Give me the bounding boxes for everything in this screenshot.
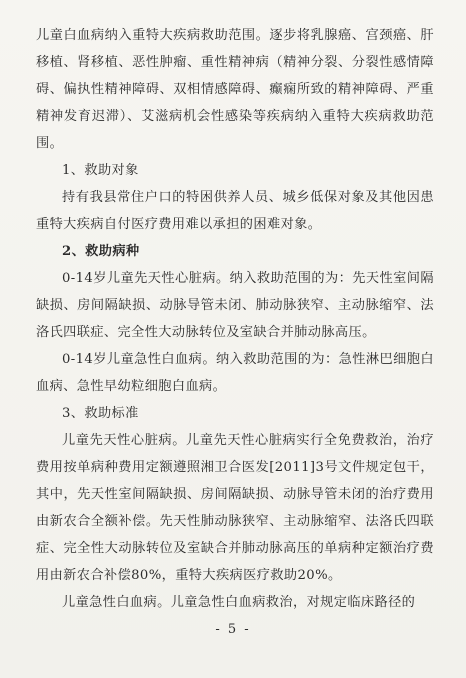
paragraph-heart-disease-standard: 儿童先天性心脏病。儿童先天性心脏病实行全免费救治，治疗费用按单病种费用定额遵照湘卫合医发[2011]3号文件规定包干，其中，先天性室间隔缺损、房间隔缺损、动脉导管未闭的治疗费用由新农合全额补偿。先天性肺动脉狭窄、主动脉缩窄、法洛氏四联症、完全性大动脉转位及室缺合并肺动脉高压的单病种定额治疗费用由新农合补偿80%，重特大疾病医疗救助20%。 bbox=[36, 433, 434, 583]
heading-target-group: 1、救助对象 bbox=[62, 163, 139, 178]
paragraph-target-group: 持有我县常住户口的特困供养人员、城乡低保对象及其他因患重特大疾病自付医疗费用难以承担的困难对象。 bbox=[36, 190, 434, 232]
paragraph-leukemia-standard: 儿童急性白血病。儿童急性白血病救治，对规定临床路径的 bbox=[62, 595, 416, 610]
paragraph-acute-leukemia: 0-14岁儿童急性白血病。纳入救助范围的为：急性淋巴细胞白血病、急性早幼粒细胞白血病。 bbox=[36, 352, 434, 394]
heading-assistance-standard: 3、救助标准 bbox=[62, 406, 139, 421]
heading-disease-types: 2、救助病种 bbox=[62, 244, 140, 259]
page-number: - 5 - bbox=[215, 622, 251, 637]
document-body bbox=[36, 22, 434, 616]
paragraph-congenital-heart-disease: 0-14岁儿童先天性心脏病。纳入救助范围的为：先天性室间隔缺损、房间隔缺损、动脉导管未闭、肺动脉狭窄、主动脉缩窄、法洛氏四联症、完全性大动脉转位及室缺合并肺动脉高压。 bbox=[36, 271, 434, 340]
paragraph-scope: 儿童白血病纳入重特大疾病救助范围。逐步将乳腺癌、宫颈癌、肝移植、肾移植、恶性肿瘤、重性精神病（精神分裂、分裂性感情障碍、偏执性精神障碍、双相情感障碍、癫痫所致的精神障碍、严重精神发育迟滞）、艾滋病机会性感染等疾病纳入重特大疾病救助范围。 bbox=[36, 28, 434, 151]
